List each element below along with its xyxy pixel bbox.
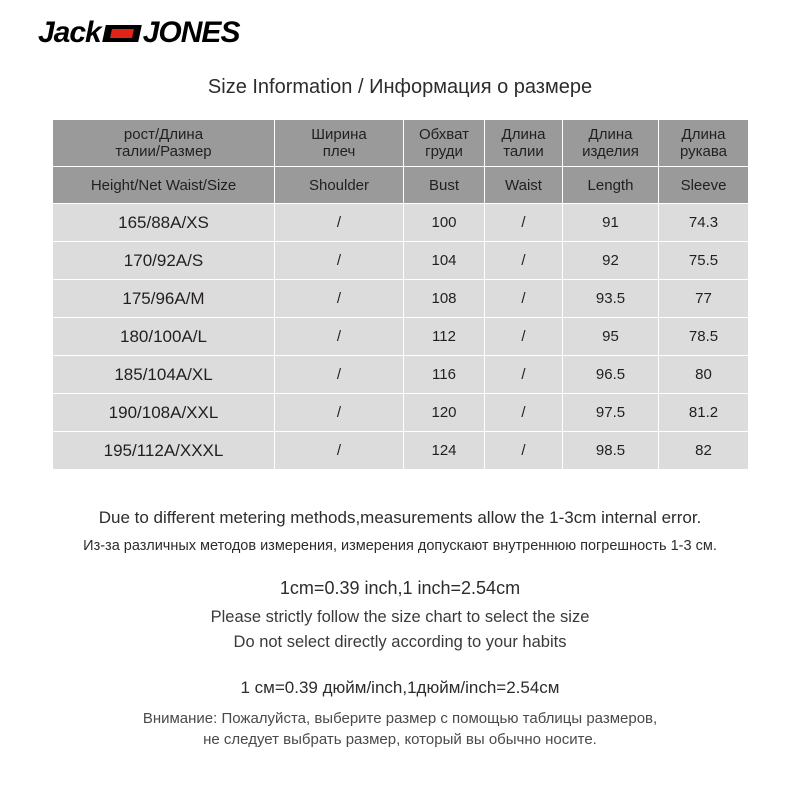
header-cell-length-ru: Длина изделия — [563, 120, 659, 167]
table-row — [53, 204, 749, 242]
note-conversion-en: 1cm=0.39 inch,1 inch=2.54cm — [279, 578, 521, 598]
note-attention-ru-line2: не следует выбрать размер, который вы обычно носите. — [203, 731, 597, 748]
cell-length: 91 — [563, 204, 659, 242]
header-cell-sleeve-en: Sleeve — [659, 167, 749, 204]
notes-section — [0, 500, 800, 748]
header-cell-size-en: Height/Net Waist/Size — [53, 167, 275, 204]
cell-sleeve: 80 — [659, 356, 749, 394]
note-conversion-ru: 1 см=0.39 дюйм/inch,1дюйм/inch=2.54см — [240, 678, 560, 697]
cell-length: 98.5 — [563, 432, 659, 470]
size-table — [52, 119, 749, 470]
cell-length: 93.5 — [563, 280, 659, 318]
cell-bust: 124 — [404, 432, 485, 470]
brand-logo — [38, 16, 239, 50]
cell-bust: 116 — [404, 356, 485, 394]
cell-size: 175/96A/M — [53, 280, 275, 318]
cell-size: 170/92A/S — [53, 242, 275, 280]
cell-size: 195/112A/XXXL — [53, 432, 275, 470]
cell-size: 165/88A/XS — [53, 204, 275, 242]
table-header-row-ru — [53, 120, 749, 167]
note-measurement-error-en: Due to different metering methods,measurements allow the 1-3cm internal error. — [98, 508, 702, 527]
table-row — [53, 280, 749, 318]
note-habits-en: Do not select directly according to your habits — [233, 633, 567, 651]
cell-sleeve: 78.5 — [659, 318, 749, 356]
cell-waist: / — [485, 356, 563, 394]
table-row — [53, 318, 749, 356]
cell-sleeve: 81.2 — [659, 394, 749, 432]
cell-shoulder: / — [275, 280, 404, 318]
cell-length: 97.5 — [563, 394, 659, 432]
cell-size: 190/108A/XXL — [53, 394, 275, 432]
cell-length: 96.5 — [563, 356, 659, 394]
header-cell-size-ru: рост/Длина талии/Размер — [53, 120, 275, 167]
note-attention-ru-line1: Внимание: Пожалуйста, выберите размер с помощью таблицы размеров, — [142, 710, 658, 727]
note-follow-chart-en: Please strictly follow the size chart to select the size — [210, 608, 590, 626]
header-cell-shoulder-ru: Ширина плеч — [275, 120, 404, 167]
note-measurement-error-ru: Из-за различных методов измерения, измерения допускают внутреннюю погрешность 1-3 см. — [83, 538, 717, 554]
cell-sleeve: 74.3 — [659, 204, 749, 242]
table-row — [53, 356, 749, 394]
cell-waist: / — [485, 394, 563, 432]
size-table-container — [52, 119, 748, 470]
table-row — [53, 394, 749, 432]
jackjones-dash-mark-icon — [104, 25, 140, 42]
header-cell-bust-en: Bust — [404, 167, 485, 204]
cell-size: 185/104A/XL — [53, 356, 275, 394]
cell-waist: / — [485, 242, 563, 280]
header-cell-shoulder-en: Shoulder — [275, 167, 404, 204]
cell-length: 92 — [563, 242, 659, 280]
table-header-row-en — [53, 167, 749, 204]
cell-shoulder: / — [275, 394, 404, 432]
cell-waist: / — [485, 204, 563, 242]
cell-waist: / — [485, 280, 563, 318]
cell-waist: / — [485, 432, 563, 470]
cell-shoulder: / — [275, 318, 404, 356]
cell-bust: 104 — [404, 242, 485, 280]
header-cell-waist-ru: Длина талии — [485, 120, 563, 167]
header-cell-sleeve-ru: Длина рукава — [659, 120, 749, 167]
cell-length: 95 — [563, 318, 659, 356]
cell-bust: 108 — [404, 280, 485, 318]
table-row — [53, 242, 749, 280]
cell-shoulder: / — [275, 432, 404, 470]
header-cell-waist-en: Waist — [485, 167, 563, 204]
cell-waist: / — [485, 318, 563, 356]
table-row — [53, 432, 749, 470]
cell-sleeve: 75.5 — [659, 242, 749, 280]
cell-size: 180/100A/L — [53, 318, 275, 356]
cell-shoulder: / — [275, 204, 404, 242]
cell-sleeve: 77 — [659, 280, 749, 318]
cell-shoulder: / — [275, 356, 404, 394]
header-cell-length-en: Length — [563, 167, 659, 204]
cell-shoulder: / — [275, 242, 404, 280]
cell-bust: 120 — [404, 394, 485, 432]
brand-logo-right-text: JONES — [142, 16, 240, 49]
cell-bust: 112 — [404, 318, 485, 356]
brand-logo-left-text: Jack — [38, 16, 101, 49]
cell-bust: 100 — [404, 204, 485, 242]
header-cell-bust-ru: Обхват груди — [404, 120, 485, 167]
cell-sleeve: 82 — [659, 432, 749, 470]
page-title: Size Information / Информация о размере — [207, 76, 593, 98]
